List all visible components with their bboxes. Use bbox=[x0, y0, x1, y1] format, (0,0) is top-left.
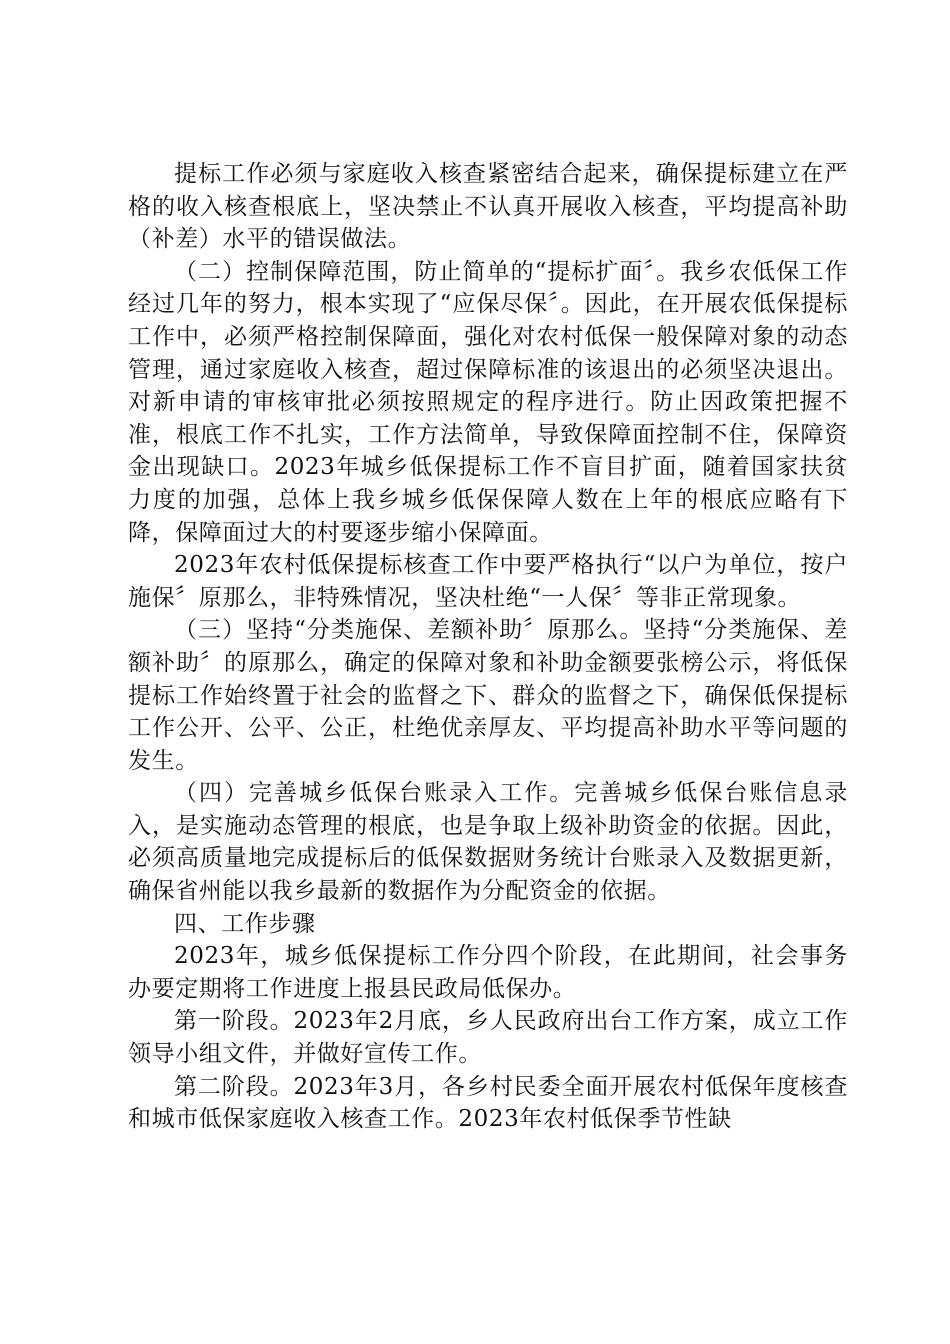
paragraph-classified-support: （三）坚持“分类施保、差额补助〞原那么。坚持“分类施保、差额补助〞的原那么，确定的保障对象和补助金额要张榜公示，将低保提标工作始终置于社会的监督之下、群众的监督之下，确保低保提标工作公开、公平、公正，杜绝优亲厚友、平均提高补助水平等问题的发生。 bbox=[128, 617, 848, 774]
paragraph-income-verification: 提标工作必须与家庭收入核查紧密结合起来，确保提标建立在严格的收入核查根底上，坚决禁止不认真开展收入核查，平均提高补助（补差）水平的错误做法。 bbox=[128, 161, 848, 253]
section-heading-work-steps: 四、工作步骤 bbox=[174, 910, 316, 937]
paragraph-stage-two: 第二阶段。2023年3月，各乡村民委全面开展农村低保年度核查和城市低保家庭收入核查工作。2023年农村低保季节性缺 bbox=[128, 1073, 848, 1133]
paragraph-stage-one: 第一阶段。2023年2月底，乡人民政府出台工作方案，成立工作领导小组文件，并做好宣传工作。 bbox=[128, 1008, 848, 1068]
paragraph-control-scope: （二）控制保障范围，防止简单的“提标扩面〞。我乡农低保工作经过几年的努力，根本实现了“应保尽保〞。因此，在开展农低保提标工作中，必须严格控制保障面，强化对农村低保一般保障对象的动态管理，通过家庭收入核查，超过保障标准的该退出的必须坚决退出。对新申请的审核审批必须按照规定的程序进行。防止因政策把握不准，根底工作不扎实，工作方法简单，导致保障面控制不住，保障资金出现缺口。2023年城乡低保提标工作不盲目扩面，随着国家扶贫力度的加强，总体上我乡城乡低保保障人数在上年的根底应略有下降，保障面过大的村要逐步缩小保障面。 bbox=[128, 258, 848, 546]
paragraph-ledger-entry: （四）完善城乡低保台账录入工作。完善城乡低保台账信息录入，是实施动态管理的根底，也是争取上级补助资金的依据。因此，必须高质量地完成提标后的低保数据财务统计台账录入及数据更新，确保省州能以我乡最新的数据作为分配资金的依据。 bbox=[128, 780, 848, 905]
paragraph-four-stages: 2023年，城乡低保提标工作分四个阶段，在此期间，社会事务办要定期将工作进度上报县民政局低保办。 bbox=[128, 943, 848, 1002]
paragraph-household-principle: 2023年农村低保提标核查工作中要严格执行“以户为单位，按户施保〞原那么，非特殊情况，坚决杜绝“一人保〞等非正常现象。 bbox=[128, 552, 848, 611]
document-body bbox=[128, 158, 848, 1136]
